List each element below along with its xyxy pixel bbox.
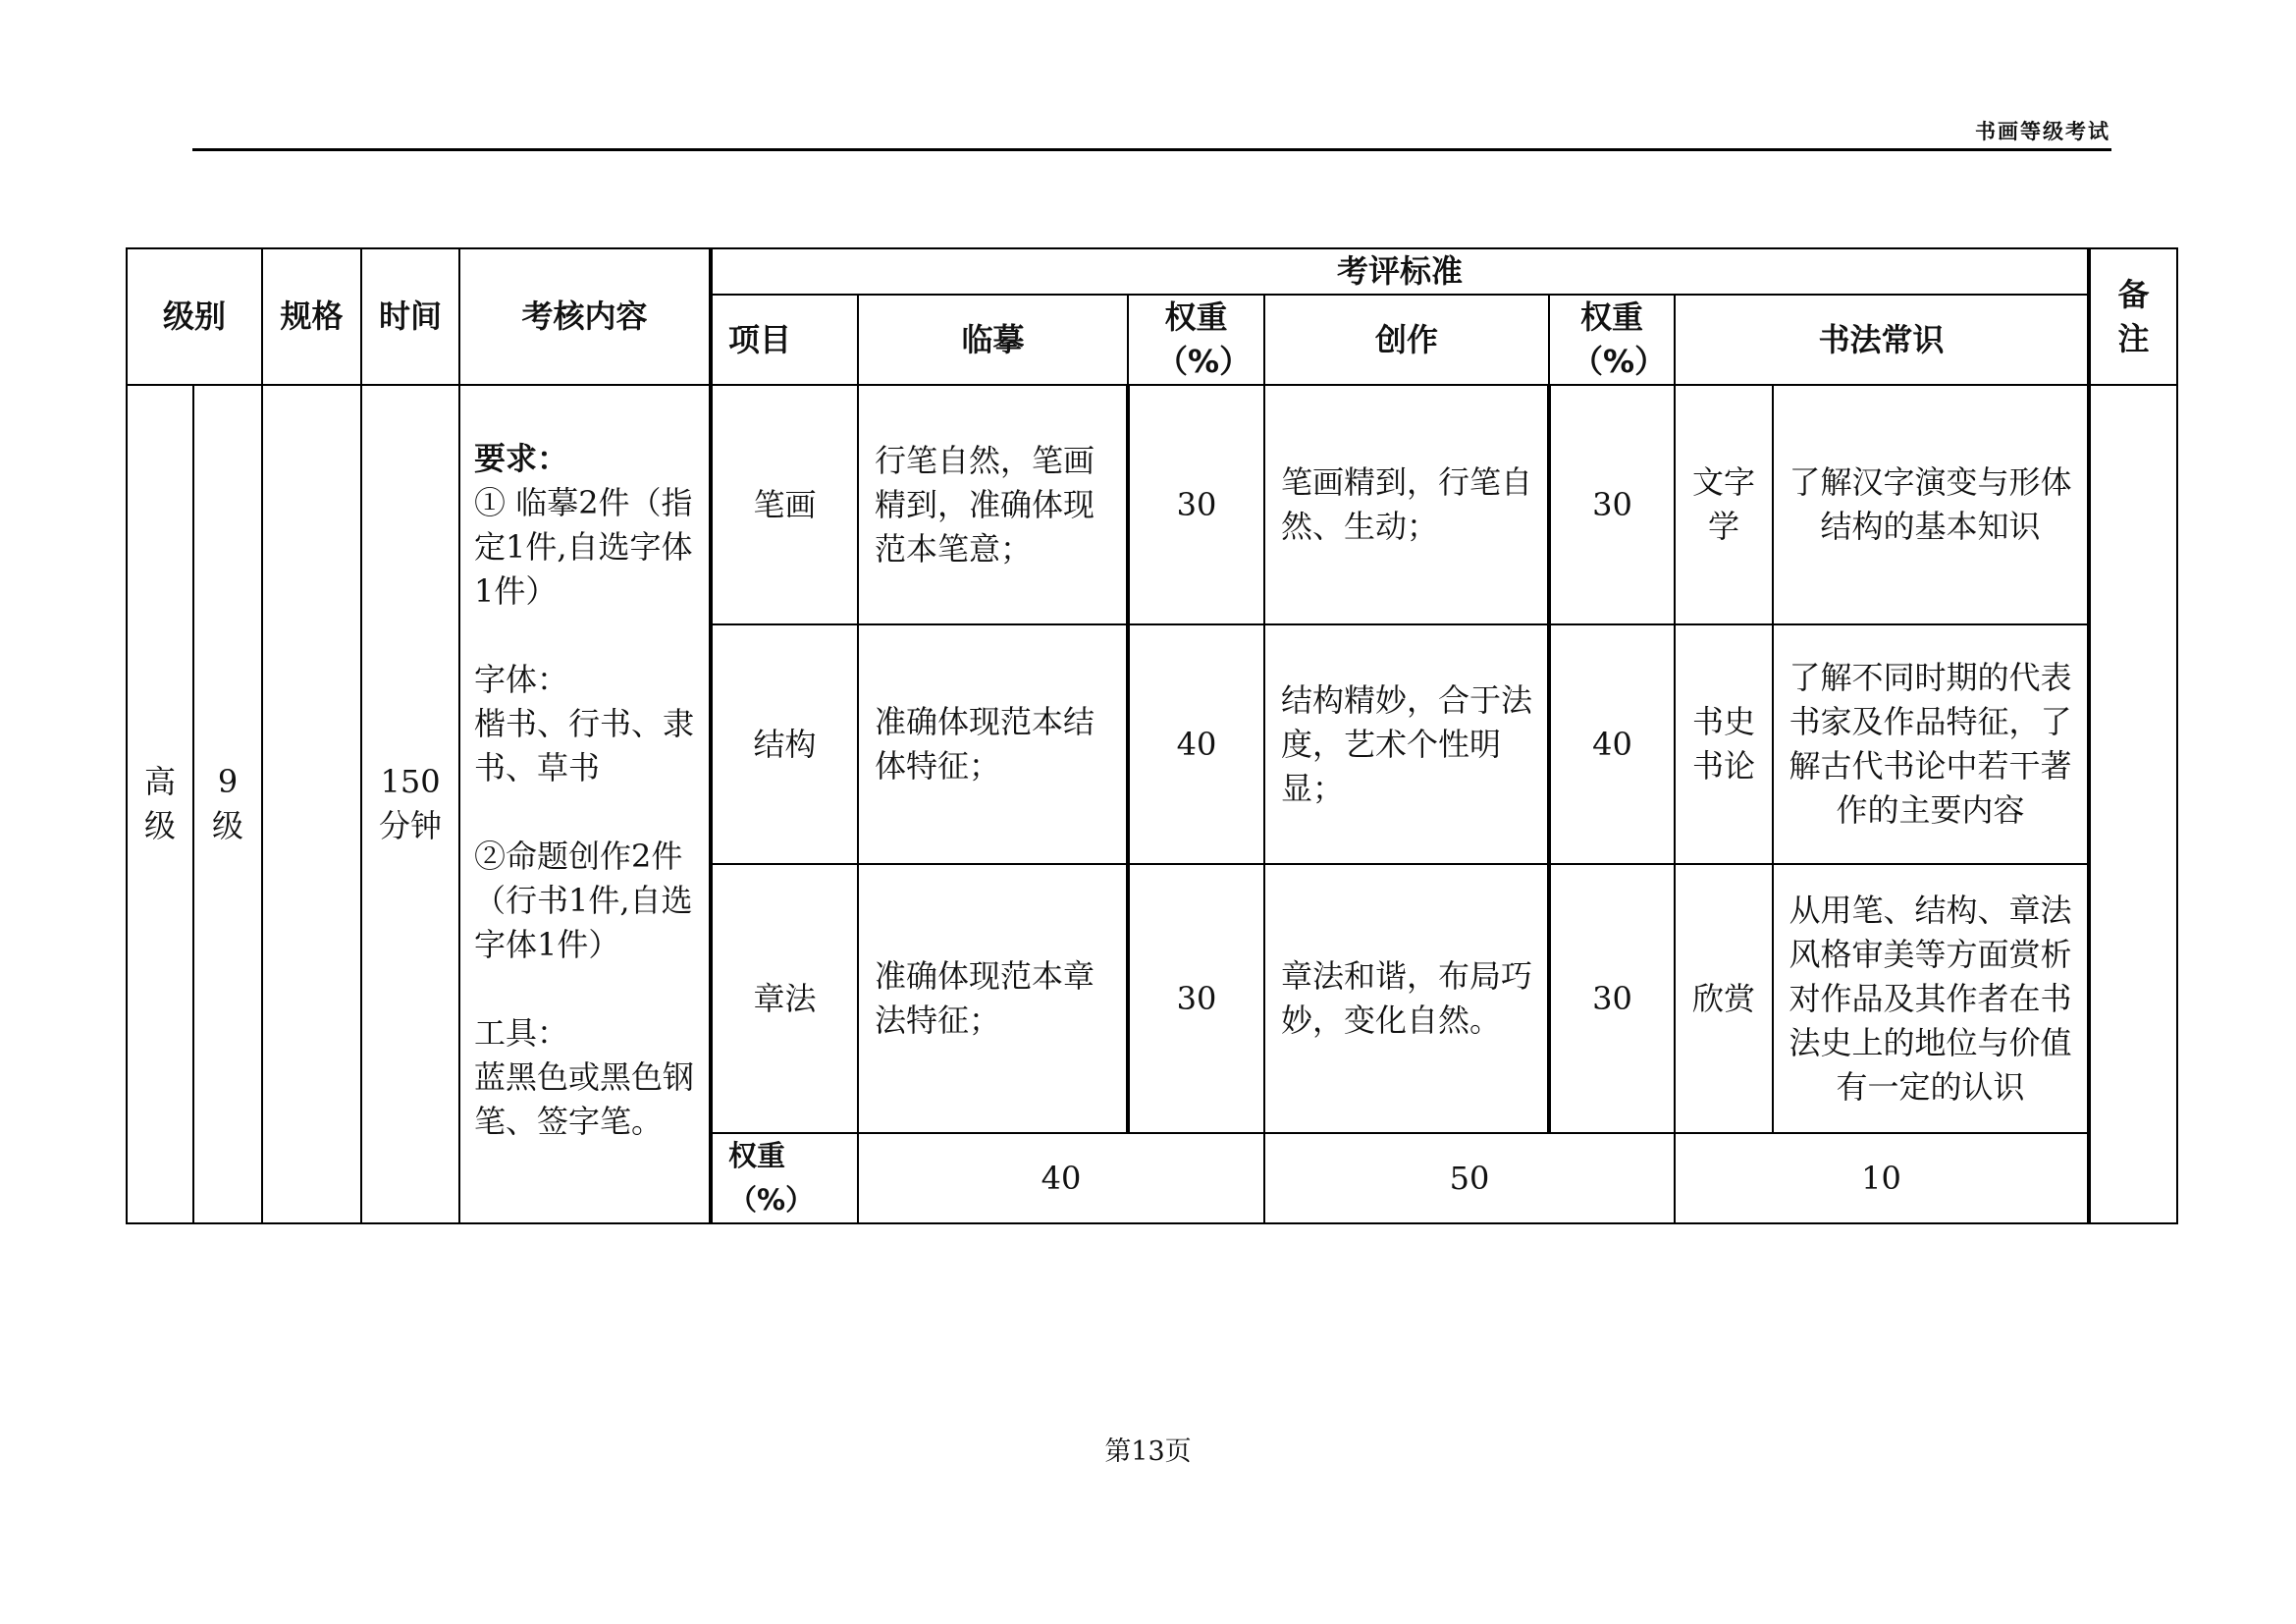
row-copy: 准确体现范本章法特征；	[858, 864, 1128, 1133]
header-remark: 备注	[2089, 248, 2177, 385]
spec-value	[262, 385, 361, 1223]
header-rule	[192, 148, 2111, 151]
font-list: 楷书、行书、隶书、草书	[474, 705, 695, 786]
requirement-label: 要求：	[474, 440, 569, 477]
header-create: 创作	[1264, 295, 1549, 385]
exam-content	[459, 385, 711, 1223]
level-major: 高级	[127, 385, 193, 1223]
row-weight-copy: 30	[1128, 385, 1264, 624]
row-knowledge-topic: 书史书论	[1675, 624, 1773, 864]
row-knowledge-desc: 了解汉字演变与形体结构的基本知识	[1773, 385, 2089, 624]
header-knowledge: 书法常识	[1675, 295, 2089, 385]
exam-criteria-table	[126, 247, 2178, 1224]
row-knowledge-desc: 了解不同时期的代表书家及作品特征，了解古代书论中若干著作的主要内容	[1773, 624, 2089, 864]
header-weight-create: 权重（%）	[1549, 295, 1675, 385]
level-minor: 9级	[193, 385, 262, 1223]
requirement-2: ②命题创作2件（行书1件,自选字体1件）	[474, 838, 693, 963]
weight-row-create: 50	[1264, 1133, 1675, 1223]
weight-row-knowledge: 10	[1675, 1133, 2089, 1223]
row-create: 章法和谐，布局巧妙，变化自然。	[1264, 864, 1549, 1133]
header-copy: 临摹	[858, 295, 1128, 385]
row-copy: 行笔自然，笔画精到，准确体现范本笔意；	[858, 385, 1128, 624]
time-value: 150分钟	[361, 385, 459, 1223]
row-weight-create: 40	[1549, 624, 1675, 864]
row-create: 笔画精到，行笔自然、生动；	[1264, 385, 1549, 624]
weight-row-copy: 40	[858, 1133, 1264, 1223]
row-knowledge-topic: 欣赏	[1675, 864, 1773, 1133]
page-number: 第13页	[1104, 1436, 1192, 1467]
row-item: 笔画	[711, 385, 858, 624]
header-level: 级别	[127, 248, 262, 385]
row-weight-create: 30	[1549, 385, 1675, 624]
row-knowledge-desc: 从用笔、结构、章法风格审美等方面赏析对作品及其作者在书法史上的地位与价值有一定的认识	[1773, 864, 2089, 1133]
weight-row-label: 权重（%）	[711, 1133, 858, 1223]
row-item: 结构	[711, 624, 858, 864]
row-copy: 准确体现范本结体特征；	[858, 624, 1128, 864]
row-weight-create: 30	[1549, 864, 1675, 1133]
row-weight-copy: 40	[1128, 624, 1264, 864]
font-label: 字体：	[474, 661, 569, 698]
header-item: 项目	[711, 295, 858, 385]
tool-list: 蓝黑色或黑色钢笔、签字笔。	[474, 1058, 695, 1140]
tool-label: 工具：	[474, 1014, 569, 1052]
header-time: 时间	[361, 248, 459, 385]
requirement-1: ① 临摹2件（指定1件,自选字体1件）	[474, 484, 693, 610]
row-item: 章法	[711, 864, 858, 1133]
remark-value	[2089, 385, 2177, 1223]
header-content: 考核内容	[459, 248, 711, 385]
row-create: 结构精妙，合于法度，艺术个性明显；	[1264, 624, 1549, 864]
header-criteria: 考评标准	[711, 248, 2089, 295]
document-header-title: 书画等级考试	[1975, 119, 2110, 143]
header-weight-copy: 权重（%）	[1128, 295, 1264, 385]
row-weight-copy: 30	[1128, 864, 1264, 1133]
row-knowledge-topic: 文字学	[1675, 385, 1773, 624]
header-spec: 规格	[262, 248, 361, 385]
